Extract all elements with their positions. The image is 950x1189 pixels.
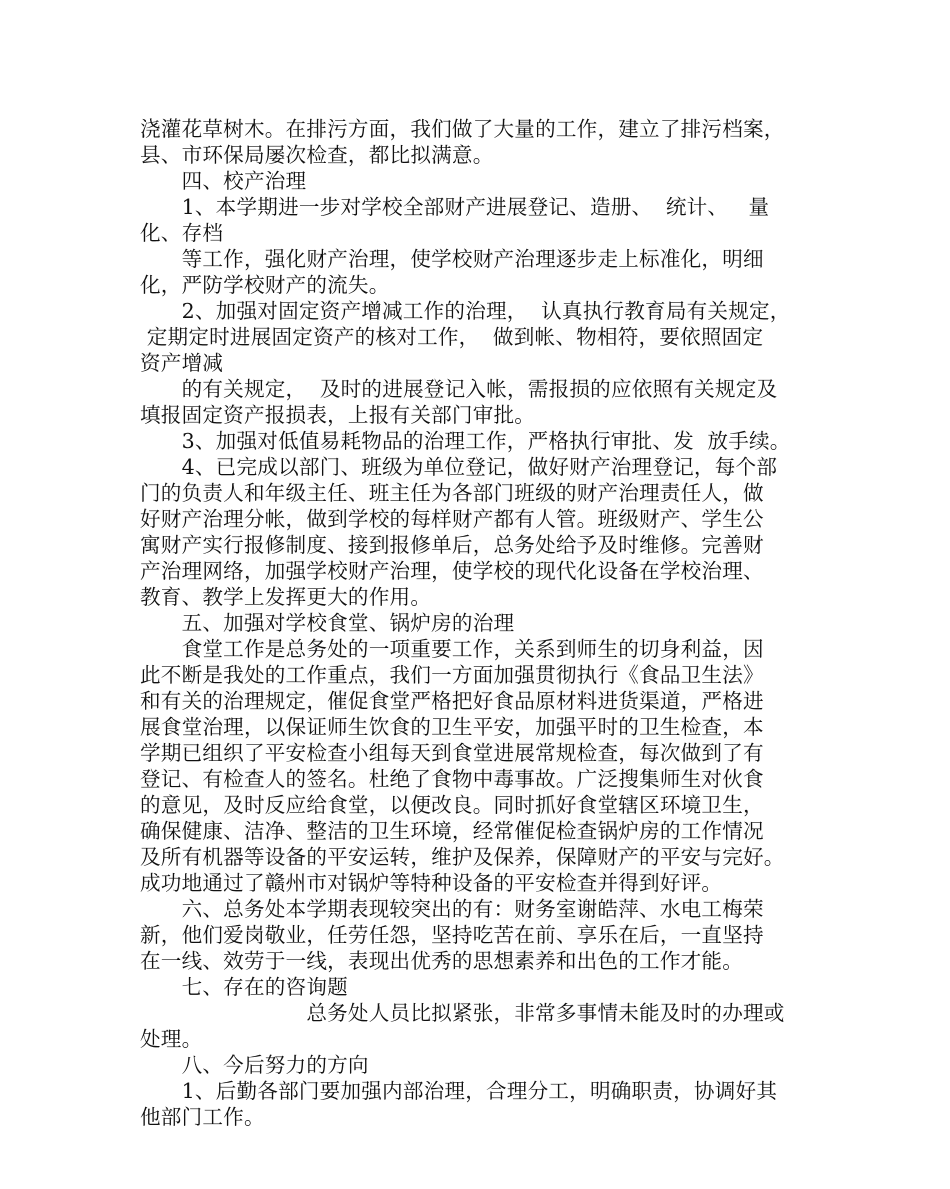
text-line: 总务处人员比拟紧张，非常多事情未能及时的办理或 (140, 1001, 785, 1025)
text-line: 1、后勤各部门要加强内部治理，合理分工，明确职责，协调好其 (140, 1079, 778, 1103)
section-heading: 七、存在的咨询题 (140, 975, 348, 999)
text-line: 此不断是我处的工作重点，我们一方面加强贯彻执行《食品卫生法》 (140, 663, 764, 687)
text-line: 处理。 (140, 1027, 203, 1051)
text-line: 等工作，强化财产治理，使学校财产治理逐步走上标准化，明细 (140, 247, 764, 271)
text-line: 的意见，及时反应给食堂，以便改良。同时抓好食堂辖区环境卫生， (140, 793, 764, 817)
text-line: 产治理网络，加强学校财产治理，使学校的现代化设备在学校治理、 (140, 559, 764, 583)
text-line: 教育、教学上发挥更大的作用。 (140, 585, 432, 609)
text-line: 县、市环保局屡次检查，都比拟满意。 (140, 143, 494, 167)
text-line: 化、存档 (140, 221, 224, 245)
text-line: 4、已完成以部门、班级为单位登记，做好财产治理登记，每个部 (140, 455, 778, 479)
text-line: 好财产治理分帐，做到学校的每样财产都有人管。班级财产、学生公 (140, 507, 764, 531)
text-line: 六、总务处本学期表现较突出的有：财务室谢皓萍、水电工梅荣 (140, 897, 764, 921)
text-line: 在一线、效劳于一线，表现出优秀的思想素养和出色的工作才能。 (140, 949, 744, 973)
text-line: 定期定时进展固定资产的核对工作， 做到帐、物相符，要依照固定 (140, 325, 764, 349)
text-line: 化，严防学校财产的流失。 (140, 273, 390, 297)
text-line: 食堂工作是总务处的一项重要工作，关系到师生的切身利益，因 (140, 637, 764, 661)
section-heading: 八、今后努力的方向 (140, 1053, 369, 1077)
text-line: 的有关规定， 及时的进展登记入帐，需报损的应依照有关规定及 (140, 377, 778, 401)
text-line: 学期已组织了平安检查小组每天到食堂进展常规检查，每次做到了有 (140, 741, 764, 765)
text-line: 2、加强对固定资产增减工作的治理， 认真执行教育局有关规定， (140, 299, 791, 323)
section-heading: 五、加强对学校食堂、锅炉房的治理 (140, 611, 515, 635)
text-line: 和有关的治理规定，催促食堂严格把好食品原材料进货渠道，严格进 (140, 689, 764, 713)
text-line: 填报固定资产报损表，上报有关部门审批。 (140, 403, 536, 427)
text-line: 登记、有检查人的签名。杜绝了食物中毒事故。广泛搜集师生对伙食 (140, 767, 764, 791)
text-line: 成功地通过了赣州市对锅炉等特种设备的平安检查并得到好评。 (140, 871, 723, 895)
text-line: 确保健康、洁净、整洁的卫生环境，经常催促检查锅炉房的工作情况 (140, 819, 764, 843)
text-line: 他部门工作。 (140, 1105, 265, 1129)
text-line: 新，他们爱岗敬业，任劳任怨，坚持吃苦在前、享乐在后，一直坚持 (140, 923, 764, 947)
text-line: 及所有机器等设备的平安运转，维护及保养，保障财产的平安与完好。 (140, 845, 785, 869)
text-line: 寓财产实行报修制度、接到报修单后，总务处给予及时维修。完善财 (140, 533, 764, 557)
text-line: 门的负责人和年级主任、班主任为各部门班级的财产治理责任人，做 (140, 481, 764, 505)
section-heading: 四、校产治理 (140, 169, 307, 193)
text-line: 展食堂治理，以保证师生饮食的卫生平安，加强平时的卫生检查，本 (140, 715, 764, 739)
text-line: 1、本学期进一步对学校全部财产进展登记、造册、 统计、 量 (140, 195, 770, 219)
text-line: 3、加强对低值易耗物品的治理工作，严格执行审批、发 放手续。 (140, 429, 791, 453)
text-line: 资产增减 (140, 351, 224, 375)
text-line: 浇灌花草树木。在排污方面，我们做了大量的工作，建立了排污档案， (140, 117, 785, 141)
